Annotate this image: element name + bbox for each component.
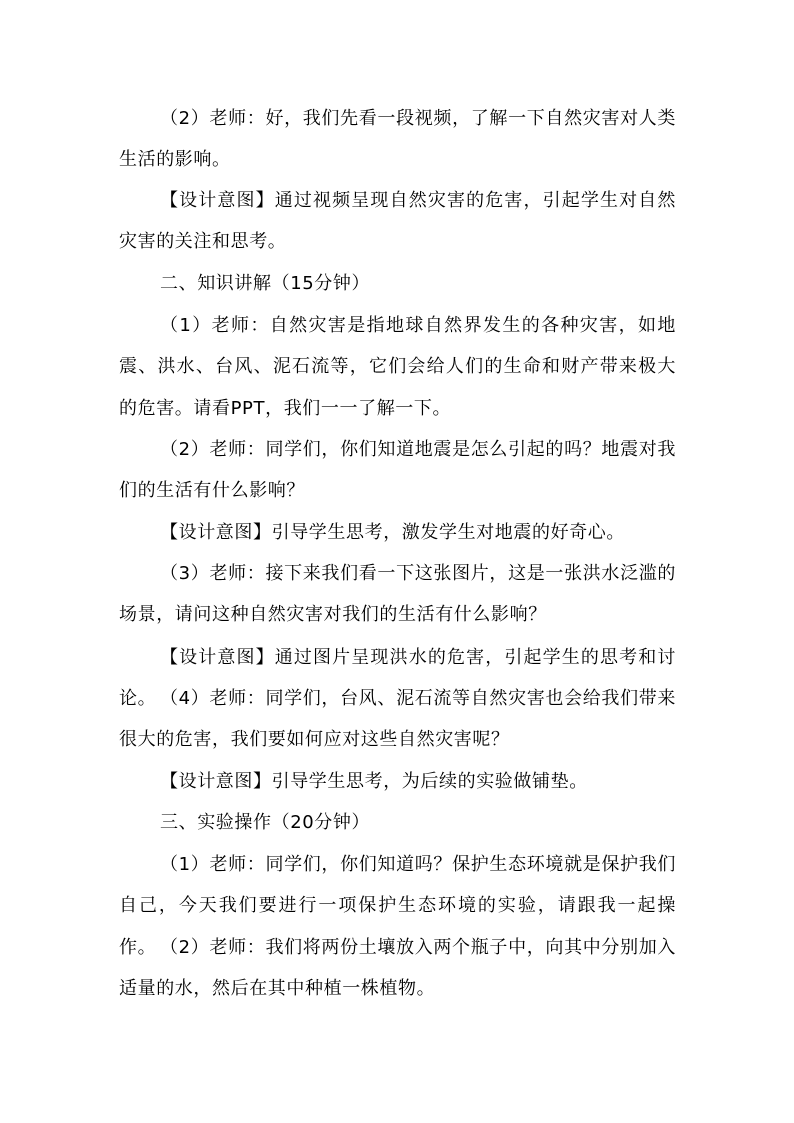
- paragraph-teacher-earthquake: （2）老师：同学们，你们知道地震是怎么引起的吗？地震对我们的生活有什么影响？: [119, 439, 676, 502]
- paragraph-design-intent-experiment: 【设计意图】引导学生思考，为后续的实验做铺垫。: [160, 771, 588, 792]
- paragraph-teacher-video: （2）老师：好，我们先看一段视频，了解一下自然灾害对人类生活的影响。: [119, 108, 676, 171]
- paragraph-teacher-flood: （3）老师：接下来我们看一下这张图片，这是一张洪水泛滥的场景，请问这种自然灾害对我们的生活有什么影响？: [119, 563, 676, 626]
- section-heading-knowledge: 二、知识讲解（15分钟）: [160, 273, 371, 294]
- paragraph-teacher-disasters: （1）老师：自然灾害是指地球自然界发生的各种灾害，如地震、洪水、台风、泥石流等，它们会给人们的生命和财产带来极大的危害。请看PPT，我们一一了解一下。: [119, 315, 676, 419]
- paragraph-teacher-environment: （1）老师：同学们，你们知道吗？保护生态环境就是保护我们自己，今天我们要进行一项保护生态环境的实验，请跟我一起操作。: [119, 854, 676, 958]
- paragraph-teacher-typhoon: （4）老师：同学们，台风、泥石流等自然灾害也会给我们带来很大的危害，我们要如何应对这些自然灾害呢？: [119, 688, 676, 751]
- paragraph-design-intent-flood: 【设计意图】通过图片呈现洪水的危害，引起学生的思考和讨论。: [119, 647, 676, 710]
- paragraph-design-intent-earthquake: 【设计意图】引导学生思考，激发学生对地震的好奇心。: [160, 522, 625, 543]
- paragraph-teacher-soil: （2）老师：我们将两份土壤放入两个瓶子中，向其中分别加入适量的水，然后在其中种植一株植物。: [119, 937, 676, 1000]
- section-heading-experiment: 三、实验操作（20分钟）: [160, 812, 371, 833]
- paragraph-design-intent-video: 【设计意图】通过视频呈现自然灾害的危害，引起学生对自然灾害的关注和思考。: [119, 190, 676, 253]
